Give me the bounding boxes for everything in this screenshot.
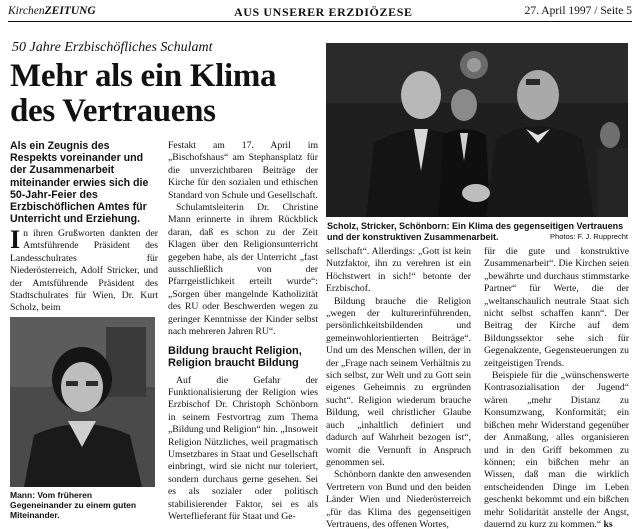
portrait-photo <box>10 317 155 487</box>
article-column-a <box>10 225 158 315</box>
main-photo-caption: Scholz, Stricker, Schönborn: Ein Klima des gegenseitigen Vertrauens und der konstruktiven Zusammenarbeit. <box>327 221 624 242</box>
date-page: 27. April 1997 / Seite 5 <box>524 5 632 17</box>
drop-cap: I <box>10 225 21 254</box>
article-column-b <box>168 140 318 523</box>
paragraph <box>484 370 629 529</box>
paragraph: Auf die Gefahr der Funktionalisierung der Religion wies Erzbischof Dr. Christoph Schönborn in seinem Festvortrag zum Thema „Bildung und Religion“ hin. „Insoweit Religion Nützliches, weil pragmatisch Umsetzbares in Staat und Gesellschaft einbringt, wird sie nicht nur toleriert, sondern durchaus gerne gesehen. Sei es als sozialer oder politisch stabilisierender Faktor, sei es als Werteflieferant für Staat und Ge- <box>168 374 318 522</box>
page-header <box>8 2 632 22</box>
section-title: AUS UNSERER ERZDIÖZESE <box>234 5 413 19</box>
article-subhead: Bildung braucht Religion, Religion braucht Bildung <box>168 344 302 369</box>
paragraph-text: n ihren Grußworten dankten der Amtsführende Präsident des Landesschulrates für Niederösterreich, Adolf Stricker, und der Amtsführende Präsident des Stadtschulrates für Wien, Dr. Kurt Scholz, beim <box>10 228 158 314</box>
paragraph: für die gute und konstruktive Zusammenarbeit“. Die Kirchen seien „bewährte und durchaus stimmstarke Partner“ für Werte, die der „weltanschaulich neutrale Staat sich nicht selbst schaffen kann“. Der Beitrag der Kirche auf dem Bildungssektor sehe sich für Gegenakzente, Gegensteuerungen zu zeitgeistigen Trends. <box>484 246 629 369</box>
article-column-d <box>484 246 629 529</box>
article-lead: Als ein Zeugnis des Respekts voreinander und der Zusammenarbeit miteinander erwies sich die 50-Jahr-Feier des Erzbischöflichen Amtes für Unterricht und Erziehung. <box>10 140 149 226</box>
main-photo <box>326 43 628 217</box>
main-photo-image <box>326 43 628 217</box>
photo-credit: Photos: F. J. Rupprecht <box>550 232 628 241</box>
paragraph: Festakt am 17. April im „Bischofshaus“ am Stephansplatz für die unverzichtbaren Beiträge der Kirche für den sozialen und ethischen Standard von Schule und Gesellschaft. <box>168 140 318 201</box>
author-initials: ks <box>603 518 613 529</box>
masthead <box>8 5 96 17</box>
paragraph: sellschaft“. Allerdings: „Gott ist kein Nutzfaktor, ihn zu verehren ist ein Höchstwert in sich!“ betonte der Erzbischof. <box>326 246 471 295</box>
portrait-photo-image <box>10 317 155 487</box>
article-column-c <box>326 246 471 529</box>
paragraph <box>10 225 158 315</box>
article-kicker: 50 Jahre Erzbischöfliches Schulamt <box>12 40 213 55</box>
article-headline: Mehr als ein Klima des Vertrauens <box>10 58 277 129</box>
paragraph: Schulamtsleiterin Dr. Christine Mann erinnerte in ihrem Rückblick daran, daß es schon zu der Zeit Klagen über den Religionsunterricht gegeben habe, als der Unterricht „fast ausschließlich von der Pfarrgeistlichkeit erteilt wurde“: „Sorgen über mangelnde Katholizität des RU oder Beschwerden wegen zu geringer Kenntnisse der Kinder selbst nach mehreren Jahren RU“. <box>168 202 318 338</box>
paragraph-text: Beispiele für die „wünschenswerte Kontrasozialisation der Jugend“ wären „mehr Distanz zu Konsumzwang, Konformität; ein bißchen mehr Widerstand gegenüber der Anmaßung, alles organisieren und in den Griff bekommen zu können; ein bißchen mehr an Wissen, daß man die wirklich entscheidenden Dinge im Leben geschenkt bekommt und ein bißchen mehr Solidarität anstelle der Angst, dauernd zu kurz zu kommen.“ <box>484 370 629 529</box>
masthead-prefix: Kirchen <box>8 5 45 17</box>
portrait-caption: Mann: Vom früheren Gegeneinander zu einem guten Miteinander. <box>10 490 137 520</box>
masthead-suffix: ZEITUNG <box>44 5 96 17</box>
paragraph: Schönborn dankte den anwesenden Vertretern von Bund und den beiden Länder Wien und Niederösterreich „für das Klima des gegenseitigen Vertrauens, des offenen Wortes, <box>326 469 471 529</box>
paragraph: Bildung brauche die Religion „wegen der kulturerinführenden, persönlichkeitsbildenden und gemeinwohlorientierten Beiträge“. Und um des Menschen willen, der in der „Frage nach seinem Verhältnis zu sich selbst, zur Welt und zu Gott sein eigenes Geheimnis zu ergründen sucht“. Religion wiederum brauche Bildung, weil christlicher Glaube auch „inhaltlich definiert und dadurch auf Wahrheit bezogen ist“, womit die Vernunft in Anspruch genommen sei. <box>326 295 471 468</box>
